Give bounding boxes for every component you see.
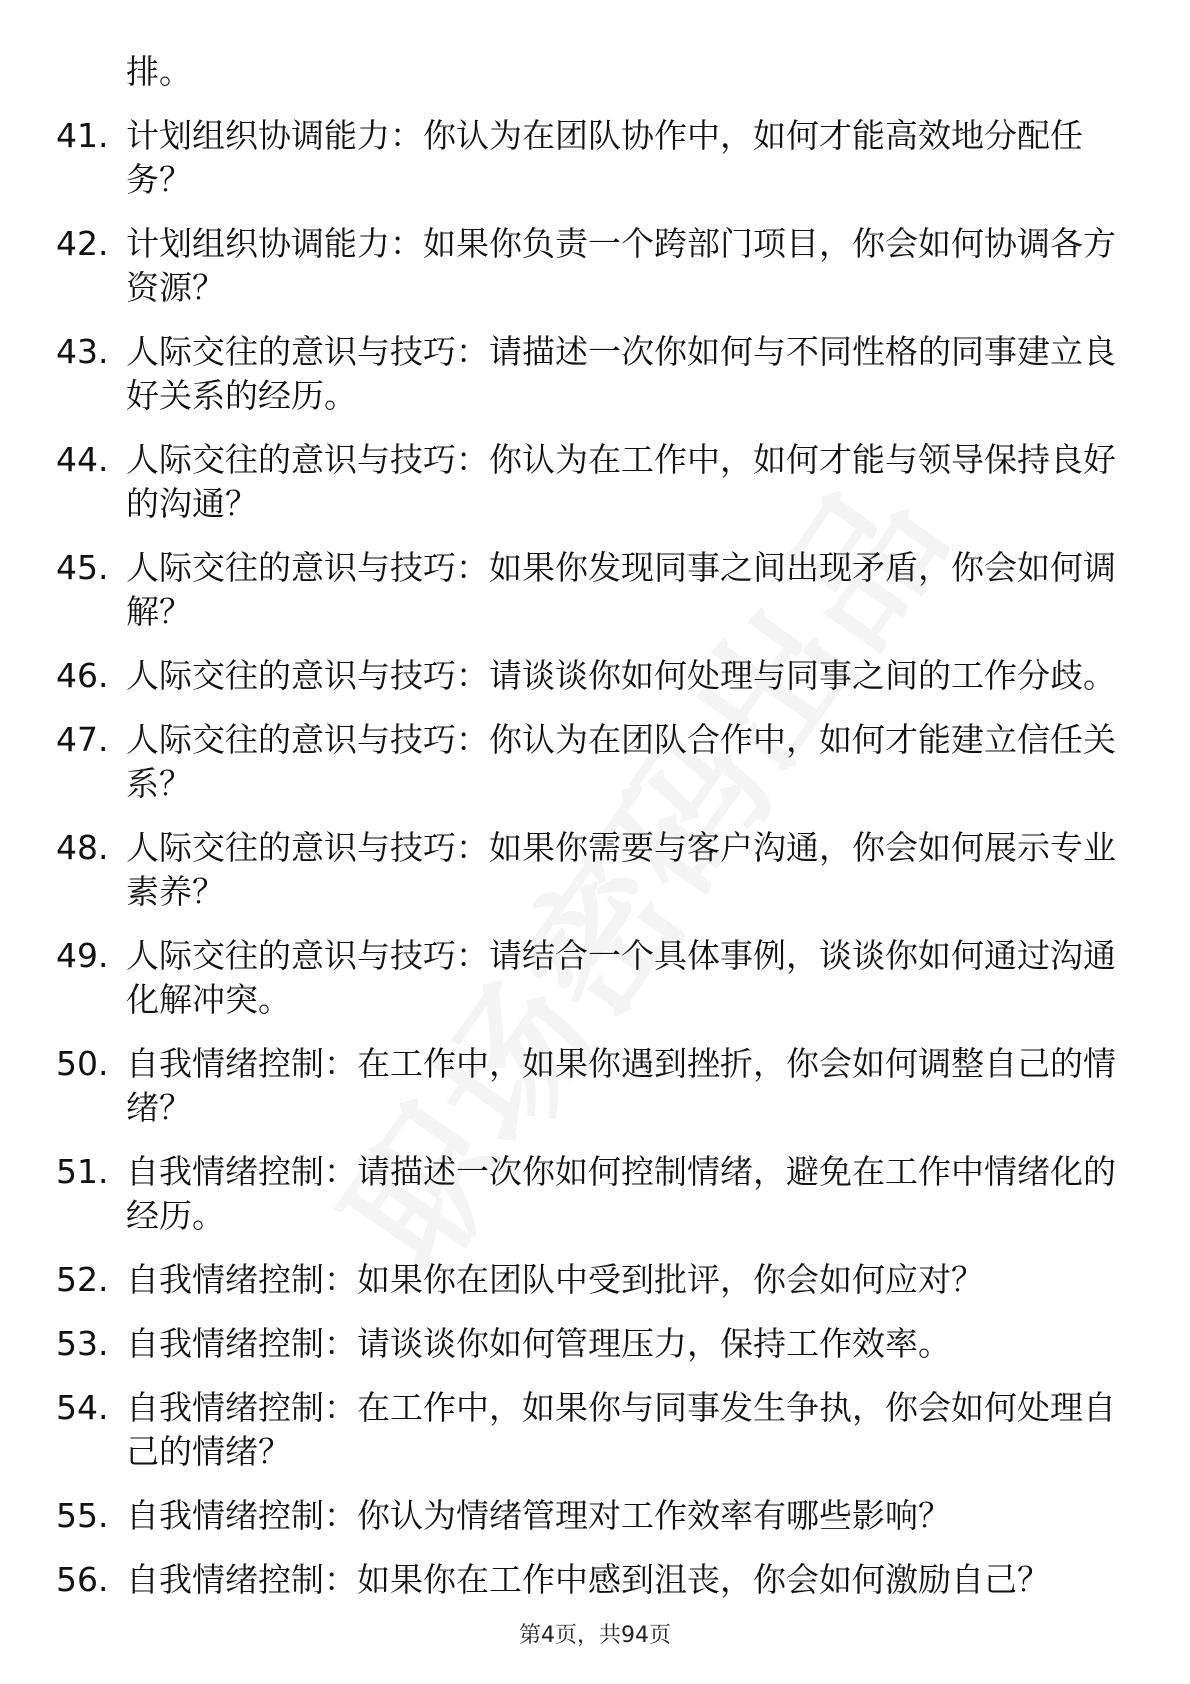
item-text: 自我情绪控制：在工作中，如果你与同事发生争执，你会如何处理自己的情绪？ [126, 1388, 1116, 1471]
item-number: 54. [56, 1388, 109, 1427]
item-number: 41. [56, 116, 109, 155]
item-text: 人际交往的意识与技巧：如果你发现同事之间出现矛盾，你会如何调解？ [126, 548, 1116, 631]
item-number: 51. [56, 1152, 109, 1191]
list-item [56, 1558, 1116, 1602]
list-item [56, 654, 1116, 698]
page-footer: 第4页，共94页 [519, 1623, 671, 1648]
list-item [56, 826, 1116, 914]
item-number: 43. [56, 332, 109, 371]
list-item [56, 330, 1116, 418]
item-text: 自我情绪控制：在工作中，如果你遇到挫折，你会如何调整自己的情绪？ [126, 1044, 1116, 1127]
list-item [56, 718, 1116, 806]
continued-text: 排。 [126, 52, 192, 91]
item-number: 53. [56, 1324, 109, 1363]
item-text: 计划组织协调能力：如果你负责一个跨部门项目，你会如何协调各方资源？ [126, 224, 1116, 307]
item-number: 50. [56, 1044, 109, 1083]
list-item [56, 438, 1116, 526]
item-number: 56. [56, 1560, 109, 1599]
list-item [56, 1042, 1116, 1130]
list-item [56, 546, 1116, 634]
item-number: 48. [56, 828, 109, 867]
item-number: 49. [56, 936, 109, 975]
item-text: 计划组织协调能力：你认为在团队协作中，如何才能高效地分配任务？ [126, 116, 1083, 199]
item-number: 44. [56, 440, 109, 479]
item-number: 45. [56, 548, 109, 587]
item-number: 52. [56, 1260, 109, 1299]
item-text: 人际交往的意识与技巧：如果你需要与客户沟通，你会如何展示专业素养？ [126, 828, 1116, 911]
item-text: 自我情绪控制：如果你在工作中感到沮丧，你会如何激励自己？ [126, 1560, 1050, 1599]
item-text: 人际交往的意识与技巧：你认为在团队合作中，如何才能建立信任关系？ [126, 720, 1116, 803]
list-item [56, 1150, 1116, 1238]
item-number: 47. [56, 720, 109, 759]
item-text: 人际交往的意识与技巧：你认为在工作中，如何才能与领导保持良好的沟通？ [126, 440, 1116, 523]
item-text: 人际交往的意识与技巧：请结合一个具体事例，谈谈你如何通过沟通化解冲突。 [126, 936, 1116, 1019]
item-text: 人际交往的意识与技巧：请描述一次你如何与不同性格的同事建立良好关系的经历。 [126, 332, 1116, 415]
item-text: 人际交往的意识与技巧：请谈谈你如何处理与同事之间的工作分歧。 [126, 656, 1116, 695]
item-text: 自我情绪控制：你认为情绪管理对工作效率有哪些影响？ [126, 1496, 951, 1535]
list-item [56, 1322, 1116, 1366]
list-item [56, 222, 1116, 310]
list-item [56, 1258, 1116, 1302]
item-number: 46. [56, 656, 109, 695]
list-item [56, 114, 1116, 202]
list-item [56, 1494, 1116, 1538]
item-text: 自我情绪控制：请描述一次你如何控制情绪，避免在工作中情绪化的经历。 [126, 1152, 1116, 1235]
list-item [56, 1386, 1116, 1474]
list-item [56, 934, 1116, 1022]
item-text: 自我情绪控制：如果你在团队中受到批评，你会如何应对？ [126, 1260, 984, 1299]
question-list [56, 50, 1116, 1622]
item-number: 55. [56, 1496, 109, 1535]
item-number: 42. [56, 224, 109, 263]
item-text: 自我情绪控制：请谈谈你如何管理压力，保持工作效率。 [126, 1324, 951, 1363]
